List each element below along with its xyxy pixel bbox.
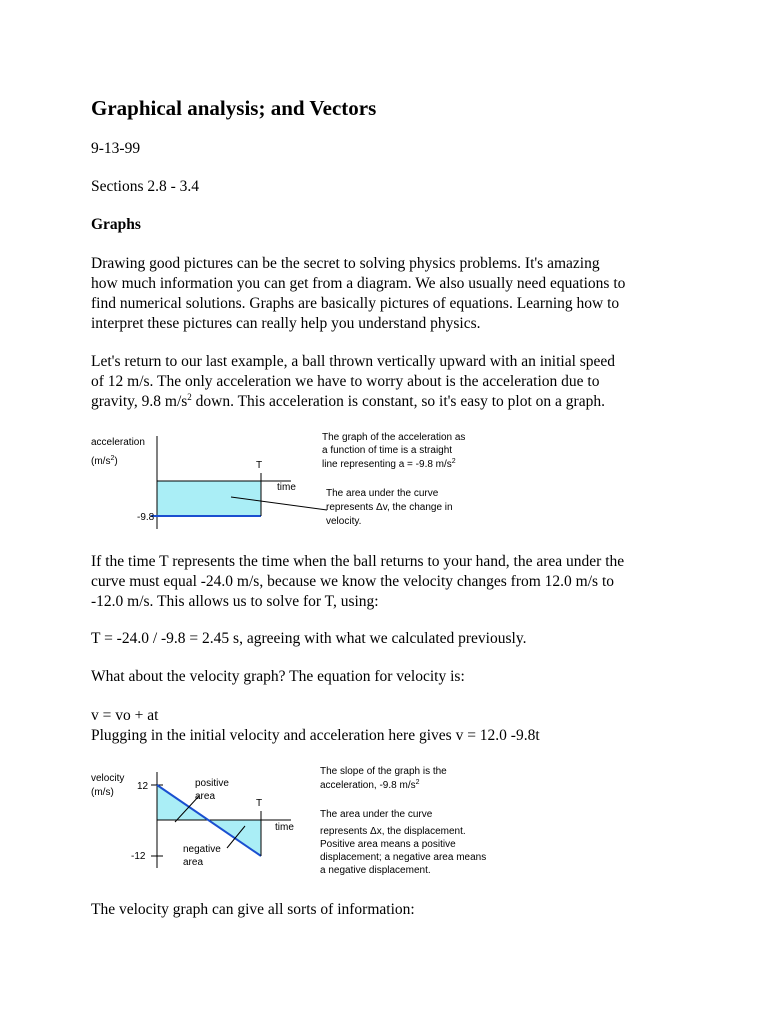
t-label: T bbox=[256, 798, 263, 809]
text-line: find numerical solutions. Graphs are basically pictures of equations. Learning how to bbox=[91, 295, 620, 312]
note-line: represents Δx, the displacement. bbox=[320, 826, 466, 837]
tick-label-pos: 12 bbox=[137, 781, 149, 792]
text-span: down. This acceleration is constant, so it's easy to plot on a graph. bbox=[191, 393, 605, 410]
text-line: Let's return to our last example, a ball thrown vertically upward with an initial speed bbox=[91, 353, 616, 370]
sections-line: Sections 2.8 - 3.4 bbox=[91, 178, 200, 195]
negative-area-label: negative bbox=[183, 844, 221, 855]
text-line: curve must equal -24.0 m/s, because we know the velocity changes from 12.0 m/s to bbox=[91, 573, 614, 590]
note-line bbox=[322, 458, 456, 470]
text-line: -12.0 m/s. This allows us to solve for T, using: bbox=[91, 593, 379, 610]
text-span: gravity, 9.8 m/s bbox=[91, 393, 188, 410]
text-line: how much information you can get from a diagram. We also usually need equations to bbox=[91, 275, 626, 292]
acceleration-graph bbox=[91, 425, 511, 535]
note-line: velocity. bbox=[326, 516, 362, 527]
t-label: T bbox=[256, 460, 263, 471]
note-line: a negative displacement. bbox=[320, 865, 431, 876]
velocity-question: What about the velocity graph? The equation for velocity is: bbox=[91, 668, 465, 685]
note-line: The area under the curve bbox=[326, 488, 439, 499]
positive-area-label: positive bbox=[195, 778, 229, 789]
paragraph-intro bbox=[91, 254, 681, 334]
label-tspan: ) bbox=[114, 456, 118, 467]
tick-label-neg: -9.8 bbox=[137, 512, 155, 523]
graphs-heading: Graphs bbox=[91, 216, 141, 233]
negative-area-label: area bbox=[183, 857, 204, 868]
text-line: Drawing good pictures can be the secret to solving physics problems. It's amazing bbox=[91, 255, 600, 272]
page-title: Graphical analysis; and Vectors bbox=[91, 96, 377, 120]
positive-area-label: area bbox=[195, 791, 216, 802]
note-tspan: line representing a = -9.8 m/s bbox=[322, 459, 452, 470]
text-line: interpret these pictures can really help you understand physics. bbox=[91, 315, 481, 332]
label-tspan: (m/s bbox=[91, 456, 111, 467]
y-axis-unit bbox=[91, 455, 118, 467]
date-line: 9-13-99 bbox=[91, 140, 141, 157]
y-axis-label: acceleration bbox=[91, 437, 145, 448]
note-line: The slope of the graph is the bbox=[320, 766, 447, 777]
velocity-graph bbox=[91, 760, 531, 880]
note-line: a function of time is a straight bbox=[322, 445, 453, 456]
note-line bbox=[320, 779, 420, 791]
equation-t: T = -24.0 / -9.8 = 2.45 s, agreeing with what we calculated previously. bbox=[91, 630, 527, 647]
superscript: 2 bbox=[110, 455, 115, 462]
superscript: 2 bbox=[451, 458, 456, 465]
text-line: of 12 m/s. The only acceleration we have to worry about is the acceleration due to bbox=[91, 373, 600, 390]
plugging-line: Plugging in the initial velocity and acceleration here gives v = 12.0 -9.8t bbox=[91, 727, 540, 744]
text-line: If the time T represents the time when the ball returns to your hand, the area under the bbox=[91, 553, 625, 570]
equation-v: v = vo + at bbox=[91, 707, 159, 724]
tick-label-neg: -12 bbox=[131, 851, 146, 862]
paragraph-time bbox=[91, 552, 681, 612]
note-line: The area under the curve bbox=[320, 809, 433, 820]
x-axis-label: time bbox=[277, 482, 296, 493]
note-line: Positive area means a positive bbox=[320, 839, 456, 850]
note-line: displacement; a negative area means bbox=[320, 852, 487, 863]
paragraph-example bbox=[91, 352, 681, 412]
closing-line: The velocity graph can give all sorts of information: bbox=[91, 901, 415, 918]
y-axis-label: velocity bbox=[91, 773, 125, 784]
superscript: 2 bbox=[187, 392, 192, 402]
superscript: 2 bbox=[415, 779, 420, 786]
y-axis-unit: (m/s) bbox=[91, 787, 114, 798]
x-axis-label: time bbox=[275, 822, 294, 833]
note-line: The graph of the acceleration as bbox=[322, 432, 466, 443]
note-tspan: acceleration, -9.8 m/s bbox=[320, 780, 416, 791]
note-line: represents Δv, the change in bbox=[326, 502, 453, 513]
text-line bbox=[91, 392, 681, 412]
